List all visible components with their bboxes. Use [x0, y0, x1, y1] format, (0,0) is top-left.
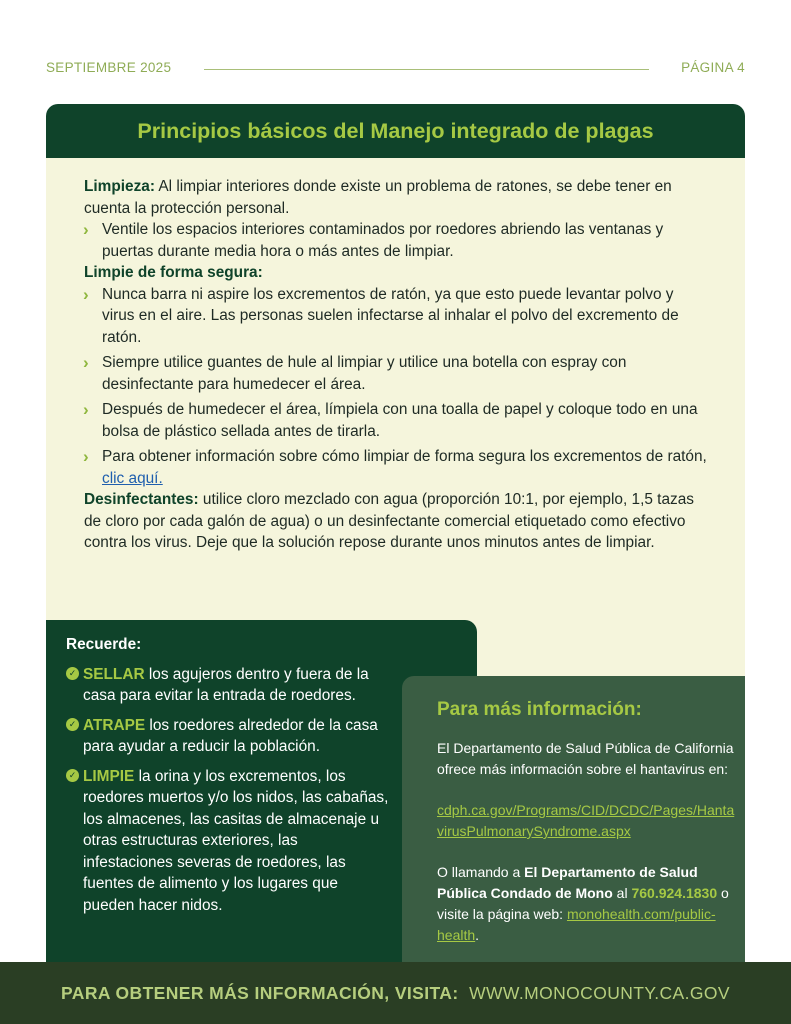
page-number: PÁGINA 4: [681, 60, 745, 75]
chevron-right-icon: ›: [83, 220, 89, 239]
cleaning-list: [84, 219, 708, 262]
more-info-box: [402, 676, 745, 962]
safe-cleaning-list: [84, 284, 708, 490]
mono-dept-name: El Departamento de Salud Pública Condado de Mono: [437, 864, 698, 901]
page-header: [46, 60, 745, 78]
cdph-intro: El Departamento de Salud Pública de California ofrece más información sobre el hantavirus en:: [437, 740, 734, 777]
remember-title: Recuerde:: [66, 636, 142, 653]
list-item: › Después de humedecer el área, límpiela con una toalla de papel y coloque todo en una bolsa de plástico sellada antes de tirarla.: [83, 400, 698, 440]
more-info-title: Para más información:: [437, 699, 642, 720]
footer-label: PARA OBTENER MÁS INFORMACIÓN, VISITA:: [61, 983, 459, 1003]
list-item: › Ventile los espacios interiores contaminados por roedores abriendo las ventanas y puertas durante media hora o más antes de limpiar.: [83, 220, 664, 260]
disinfectants-text: utilice cloro mezclado con agua (proporción 10:1, por ejemplo, 1,5 tazas de cloro por cada galón de agua) o un desinfectante comercial etiquetado como efectivo contra los virus. Deje que la solución repose durante unos minutos antes de limpiar.: [84, 491, 694, 551]
section-title: Principios básicos del Manejo integrado de plagas: [46, 104, 745, 158]
chevron-right-icon: ›: [83, 284, 89, 304]
disinfectants-paragraph: [84, 489, 708, 554]
safe-cleaning-heading: Limpie de forma segura:: [84, 264, 263, 281]
cleaning-text: Al limpiar interiores donde existe un problema de ratones, se debe tener en cuenta la protección personal.: [84, 178, 672, 217]
list-item: › Nunca barra ni aspire los excrementos de ratón, ya que esto puede levantar polvo y virus en el aire. Las personas suelen infectarse al inhalar el polvo del excremento de ratón.: [83, 284, 679, 346]
list-item: › Para obtener información sobre cómo limpiar de forma segura los excrementos de ratón, clic aquí.: [83, 447, 707, 487]
cdph-link[interactable]: cdph.ca.gov/Programs/CID/DCDC/Pages/HantavirusPulmonarySyndrome.aspx: [437, 802, 735, 839]
contact-paragraph: O llamando a El Departamento de Salud Pública Condado de Mono al 760.924.1830 o visite la página web: monohealth.com/public-health.: [437, 864, 729, 943]
click-here-link[interactable]: clic aquí.: [102, 469, 163, 487]
chevron-right-icon: ›: [83, 353, 89, 372]
remember-item-trap: ✓ ATRAPE los roedores alrededor de la casa para ayudar a reducir la población.: [66, 715, 391, 758]
phone-number[interactable]: 760.924.1830: [631, 885, 718, 901]
list-item: › Siempre utilice guantes de hule al limpiar y utilice una botella con espray con desinfectante para humedecer el área.: [83, 353, 627, 393]
section-content: [84, 176, 708, 554]
header-rule: [204, 69, 649, 70]
check-circle-icon: ✓: [66, 769, 79, 782]
footer-url[interactable]: WWW.MONOCOUNTY.CA.GOV: [469, 983, 730, 1003]
chevron-right-icon: ›: [83, 400, 89, 419]
cleaning-paragraph: [84, 176, 708, 219]
check-circle-icon: ✓: [66, 667, 79, 680]
chevron-right-icon: ›: [83, 447, 89, 466]
remember-item-seal: ✓ SELLAR los agujeros dentro y fuera de la casa para evitar la entrada de roedores.: [66, 664, 391, 707]
check-circle-icon: ✓: [66, 718, 79, 731]
issue-date: SEPTIEMBRE 2025: [46, 60, 172, 75]
disinfectants-label: Desinfectantes:: [84, 491, 199, 508]
remember-item-clean: ✓ LIMPIE la orina y los excrementos, los roedores muertos y/o los nidos, las cabañas, los almacenes, las casitas de almacenaje u otras estructuras exteriores, las infestaciones severas de roedores, las fuentes de alimento y los lugares que pueden hacer nidos.: [66, 766, 391, 917]
cleaning-label: Limpieza:: [84, 178, 155, 195]
monohealth-link[interactable]: monohealth.com/public-health: [437, 906, 716, 943]
footer-bar: [0, 962, 791, 1024]
